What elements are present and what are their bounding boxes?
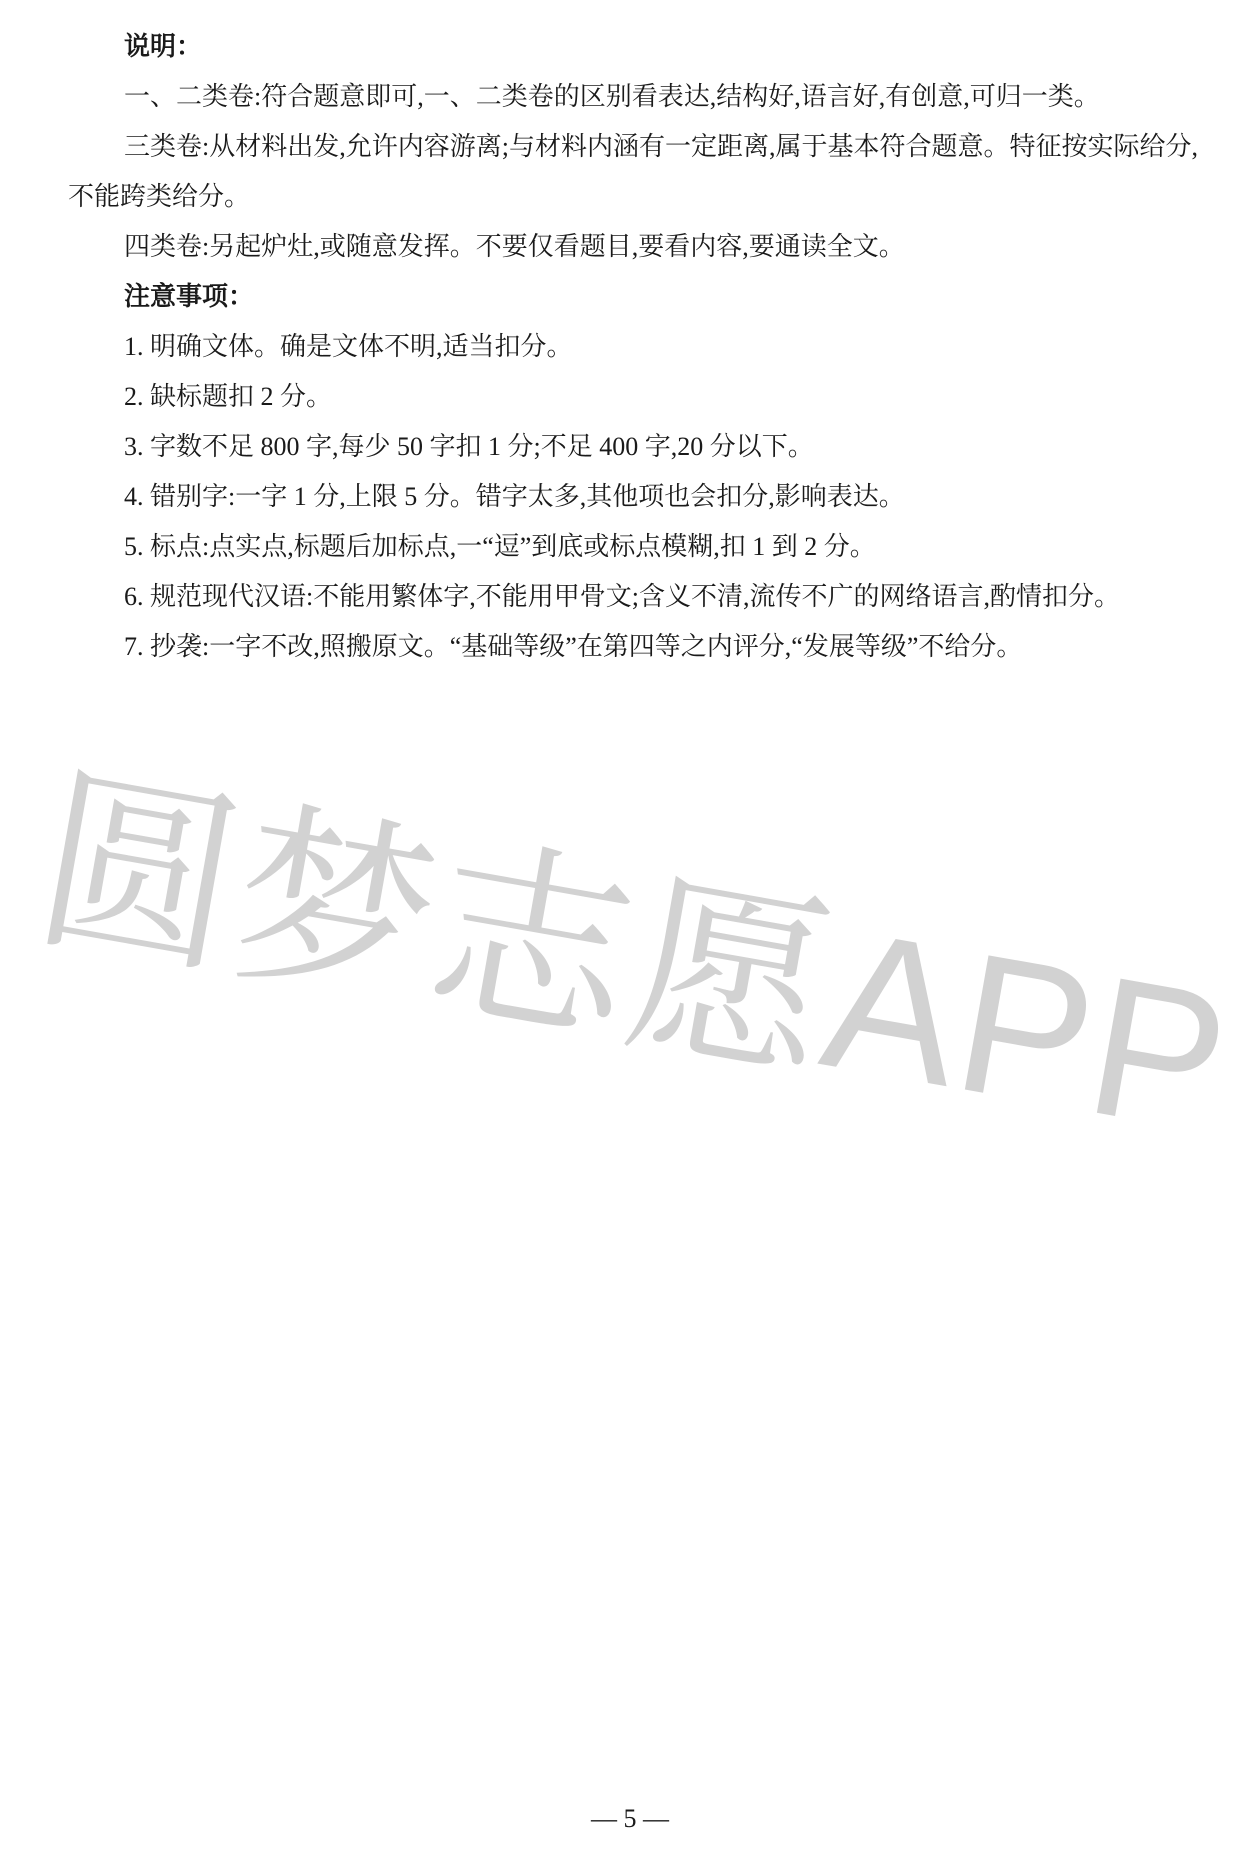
page-number: — 5 —	[591, 1804, 669, 1833]
intro-paragraph-grade12: 一、二类卷:符合题意即可,一、二类卷的区别看表达,结构好,语言好,有创意,可归一类。	[124, 82, 1100, 111]
intro-paragraph-grade4: 四类卷:另起炉灶,或随意发挥。不要仅看题目,要看内容,要通读全文。	[124, 232, 905, 261]
note-item-7: 7. 抄袭:一字不改,照搬原文。“基础等级”在第四等之内评分,“发展等级”不给分。	[124, 632, 1023, 661]
section-heading-notes: 注意事项：	[124, 282, 255, 311]
note-item-1: 1. 明确文体。确是文体不明,适当扣分。	[124, 332, 573, 361]
section-heading-instructions: 说明：	[124, 32, 203, 61]
note-item-6: 6. 规范现代汉语:不能用繁体字,不能用甲骨文;含义不清,流传不广的网络语言,酌情扣分。	[124, 582, 1120, 611]
watermark-text: 圆梦志愿APP	[21, 748, 1245, 1175]
note-item-2: 2. 缺标题扣 2 分。	[124, 382, 333, 411]
note-item-3: 3. 字数不足 800 字,每少 50 字扣 1 分;不足 400 字,20 分以下。	[124, 432, 814, 461]
note-item-4: 4. 错别字:一字 1 分,上限 5 分。错字太多,其他项也会扣分,影响表达。	[124, 482, 905, 511]
note-item-5: 5. 标点:点实点,标题后加标点,一“逗”到底或标点模糊,扣 1 到 2 分。	[124, 532, 876, 561]
document-content	[68, 22, 1220, 672]
intro-paragraph-grade3: 三类卷:从材料出发,允许内容游离;与材料内涵有一定距离,属于基本符合题意。特征按实际给分,不能跨类给分。	[68, 132, 1198, 211]
